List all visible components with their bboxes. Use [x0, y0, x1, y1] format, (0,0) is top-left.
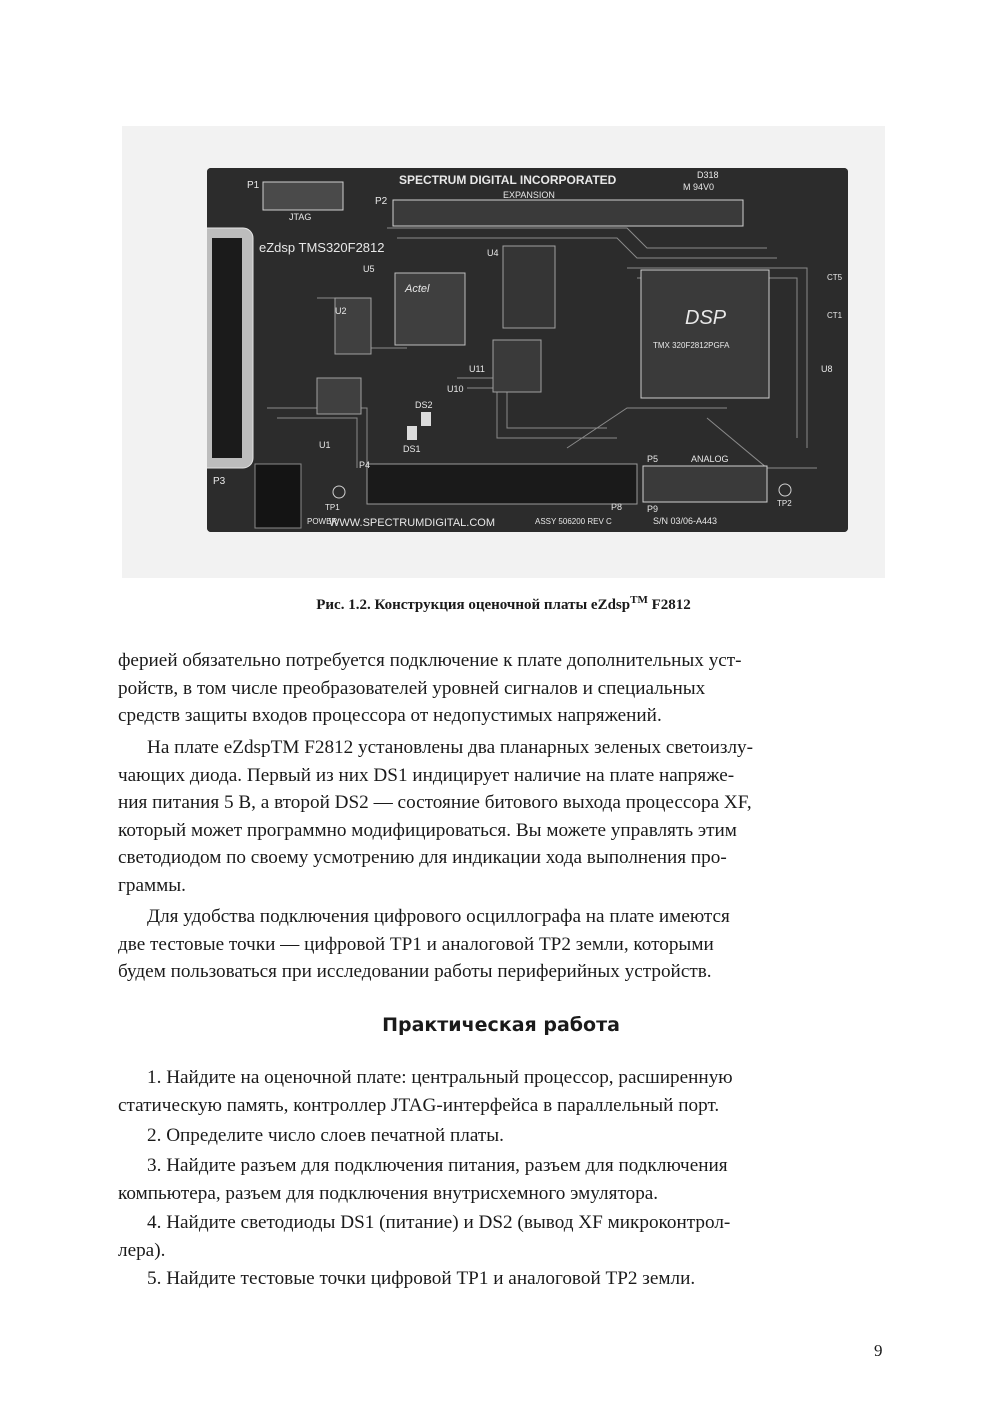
u10-label: U10: [447, 384, 464, 394]
task-line: лера).: [118, 1239, 166, 1261]
paragraph-3-line: две тестовые точки — цифровой TP1 и аналоговой TP2 земли, которыми: [118, 933, 714, 955]
task-line: 3. Найдите разъем для подключения питания, разъем для подключения: [147, 1155, 728, 1176]
task-line: компьютера, разъем для подключения внутрисхемного эмулятора.: [118, 1182, 659, 1204]
dsp-part-label: TMX 320F2812PGFA: [653, 341, 730, 350]
task-4: [118, 1209, 884, 1264]
paragraph-2-line: чающих диода. Первый из них DS1 индицирует наличие на плате напряже-: [118, 764, 735, 786]
paragraph-3-line: Для удобства подключения цифрового осциллографа на плате имеются: [147, 906, 730, 927]
p2-label: P2: [375, 196, 388, 207]
expansion-header: [393, 200, 743, 226]
task-3: [118, 1152, 884, 1207]
p4-label: P4: [359, 460, 371, 470]
paragraph-3-line: будем пользоваться при исследовании работы периферийных устройств.: [118, 961, 712, 982]
paragraph-2-line: ния питания 5 В, а второй DS2 — состояние битового выхода процессора XF,: [118, 792, 752, 813]
tp1-label: TP1: [325, 503, 340, 512]
p4-p8-header: [367, 464, 637, 504]
paragraph-2: [118, 734, 884, 899]
u2-label: U2: [335, 306, 347, 316]
ds1-label: DS1: [403, 444, 421, 454]
p9-label: P9: [647, 504, 659, 514]
ds2-led: [421, 412, 431, 426]
analog-label: ANALOG: [691, 454, 729, 464]
product-label: eZdsp TMS320F2812: [259, 240, 385, 255]
jtag-label: JTAG: [289, 212, 312, 222]
p5-label: P5: [647, 454, 659, 464]
dsp-brand-label: DSP: [685, 307, 727, 329]
u1-label: U1: [319, 440, 331, 450]
paragraph-1-line: ройств, в том числе преобразователей уровней сигналов и специальных: [118, 677, 706, 699]
ct5-label: CT5: [827, 273, 843, 282]
paragraph-2-line: На плате eZdspTM F2812 установлены два планарных зеленых светоизлу-: [147, 737, 754, 758]
p3-label: P3: [213, 476, 226, 487]
task-line: статическую память, контроллер JTAG-интерфейса в параллельный порт.: [118, 1094, 720, 1116]
u8-label: U8: [821, 364, 833, 374]
serial-label: S/N 03/06-A443: [653, 516, 718, 526]
assy-label: ASSY 506200 REV C: [535, 517, 612, 526]
paragraph-1-line: средств защиты входов процессора от недопустимых напряжений.: [118, 705, 662, 726]
paragraph-2-line: граммы.: [118, 874, 186, 896]
tp2-label: TP2: [777, 499, 792, 508]
task-line: 1. Найдите на оценочной плате: центральный процессор, расширенную: [147, 1067, 733, 1088]
task-1: [118, 1064, 884, 1119]
page-number: 9: [874, 1341, 883, 1360]
revision-label: D318: [697, 170, 719, 180]
analog-header: [643, 466, 767, 502]
p8-label: P8: [611, 502, 623, 512]
paragraph-2-line: который может программно модифицироваться. Вы можете управлять этим: [118, 819, 737, 841]
memory-chip: [503, 246, 555, 328]
ct1-label: CT1: [827, 311, 843, 320]
jtag-header: [263, 182, 343, 210]
task-line: 4. Найдите светодиоды DS1 (питание) и DS2 (вывод XF микроконтрол-: [147, 1212, 731, 1233]
u11-chip: [493, 340, 541, 392]
manufacturer-label: SPECTRUM DIGITAL INCORPORATED: [399, 173, 617, 187]
website-label: WWW.SPECTRUMDIGITAL.COM: [329, 517, 496, 529]
section-heading: Практическая работа: [382, 1014, 620, 1036]
task-line: 5. Найдите тестовые точки цифровой TP1 и аналоговой TP2 земли.: [147, 1268, 696, 1289]
u4-label: U4: [487, 248, 499, 258]
figure-caption: Рис. 1.2. Конструкция оценочной платы eZdsp™ F2812: [316, 594, 691, 613]
task-line: 2. Определите число слоев печатной платы.: [147, 1125, 504, 1146]
task-2: [118, 1122, 884, 1150]
ds1-led: [407, 426, 417, 440]
paragraph-1-line: ферией обязательно потребуется подключение к плате дополнительных уст-: [118, 650, 742, 671]
expansion-label: EXPANSION: [503, 190, 555, 200]
paragraph-1: [118, 647, 884, 730]
board-photo: [207, 168, 848, 532]
p1-label: P1: [247, 180, 260, 191]
u11-label: U11: [469, 364, 485, 374]
ds2-label: DS2: [415, 400, 433, 410]
u1-chip: [317, 378, 361, 414]
task-5: [118, 1265, 884, 1293]
paragraph-2-line: светодиодом по своему усмотрению для индикации хода выполнения про-: [118, 847, 727, 868]
u5-label: U5: [363, 264, 375, 274]
power-jack: [255, 464, 301, 528]
actel-label: Actel: [405, 283, 430, 295]
paragraph-3: [118, 903, 884, 986]
dsp-chip: [641, 270, 769, 398]
power-label: POWER: [307, 517, 338, 526]
rating-label: M 94V0: [683, 182, 715, 192]
